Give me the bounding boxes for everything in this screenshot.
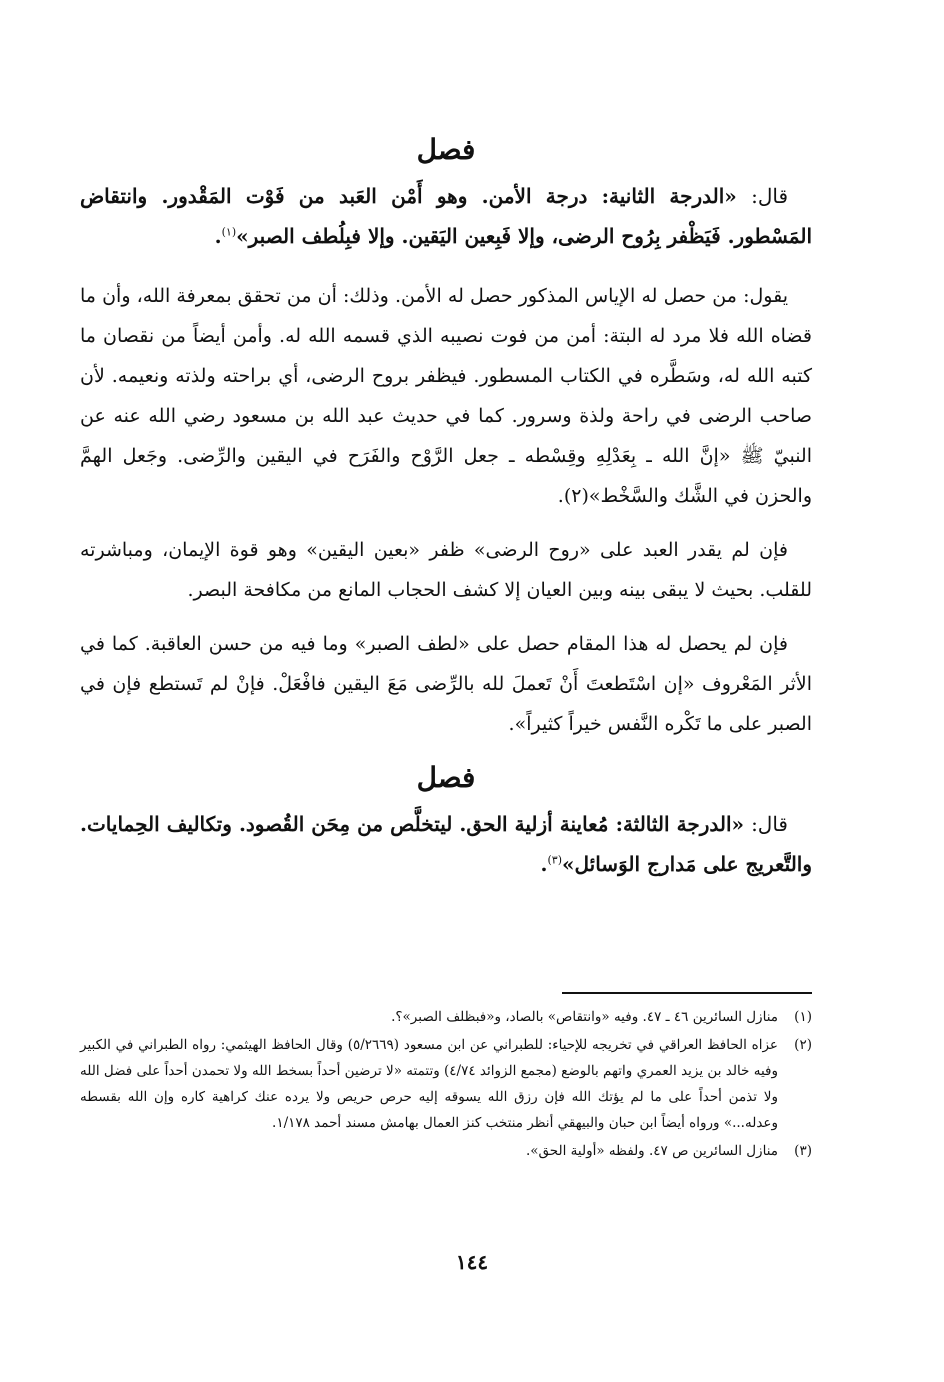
commentary-paragraph-2: فإن لم يقدر العبد على «روح الرضى» ظفر «بعين اليقين» وهو قوة الإيمان، ومباشرته للقلب. بحيث لا يبقى بينه وبين العيان إلا كشف الحجاب المانع من مكافحة البصر. [80, 539, 812, 601]
page-number: ١٤٤ [455, 1250, 489, 1274]
quote-lead: قال: [751, 812, 788, 836]
footnote-separator [562, 992, 812, 994]
quote-end: . [214, 224, 222, 248]
quote-end: . [540, 852, 548, 876]
page-body [80, 130, 812, 904]
footnote-ref-1[interactable]: (١) [221, 225, 237, 239]
quoted-passage-1 [80, 176, 812, 256]
footnote-text: عزاه الحافظ العراقي في تخريجه للإحياء: للطبراني عن ابن مسعود (٥/٢٦٦٩) وقال الحافظ الهيثمي: رواه الطبراني في الكبير وفيه خالد بن يزيد العمري واتهم بالوضع (مجمع الزوائد ٤/٧٤) وتتمته «لا ترضين أحداً بسخط الله ولا تحمدن أحداً على فضل الله ولا تذمن أحداً على ما لم يؤتك الله فإن رزق الله يسوقه إليه حرص حريص ولا يرده عنك كراهية كاره وإن الله بقسطه وعدله...» ورواه أيضاً ابن حبان والبيهقي أنظر منتخب كنز العمال بهامش مسند أحمد ١/١٧٨. [80, 1037, 778, 1131]
footnote-text: منازل السائرين ٤٦ ـ ٤٧. وفيه «وانتقاص» بالصاد، و«فبظلف الصبر»؟. [391, 1009, 778, 1025]
quote-text: «الدرجة الثالثة: مُعاينة أزلية الحق. ليتخلَّص من مِحَن القُصود. وتكاليف الحِمايات. والتَّعريج على مَدارج الوَسائل» [80, 812, 812, 876]
quote-text: «الدرجة الثانية: درجة الأمن. وهو أَمْن العَبد من فَوْت المَقْدور. وانتقاض المَسْطور. فَيَظْفر بِرُوح الرضى، وإلا فَبِعين اليَقين. وإلا فبِلُطف الصبر» [80, 184, 812, 248]
quoted-passage-2 [80, 804, 812, 884]
footnote-3 [80, 1138, 812, 1164]
footnote-number: (٣) [794, 1143, 812, 1159]
commentary-paragraph-1: يقول: من حصل له الإياس المذكور حصل له الأمن. وذلك: أن من تحقق بمعرفة الله، وأن ما قضاه الله فلا مرد له البتة: أمن من فوت نصيبه الذي قسمه الله له. وأمن أيضاً من نقصان ما كتبه الله له، وسَطَّره في الكتاب المسطور. فيظفر بروح الرضى، أي براحته ولذته ونعيمه. لأن صاحب الرضى في راحة ولذة وسرور. كما في حديث عبد الله بن مسعود رضي الله عنه عن النبيّ ﷺ «إنَّ الله ـ بِعَدْلِهِ وقِسْطه ـ جعل الرَّوْح والفَرَح في اليقين والرِّضى. وجَعل الهمَّ والحزن في الشَّك والسَّخْط»(٢). [80, 285, 812, 507]
quote-lead: قال: [751, 184, 789, 208]
footnote-2 [80, 1032, 812, 1136]
commentary-paragraph-3: فإن لم يحصل له هذا المقام حصل على «لطف الصبر» وما فيه من حسن العاقبة. كما في الأثر المَعْروف «إن اسْتَطعتَ أَنْ تَعملَ لله بالرِّضى مَعَ اليقين فافْعَلْ. فإنْ لم تَستطع فإن في الصبر على ما تَكْره النَّفس خيراً كثيراً». [80, 633, 812, 735]
footnote-ref-3[interactable]: (٣) [547, 853, 562, 867]
footnote-number: (١) [794, 1009, 812, 1025]
footnote-number: (٢) [794, 1037, 812, 1053]
footnote-1 [80, 1004, 812, 1030]
section-heading-2: فصل [416, 761, 476, 794]
section-heading-1: فصل [416, 133, 476, 166]
footnotes [80, 992, 812, 1166]
footnote-text: منازل السائرين ص ٤٧. ولفظه «أولية الحق». [526, 1143, 778, 1159]
